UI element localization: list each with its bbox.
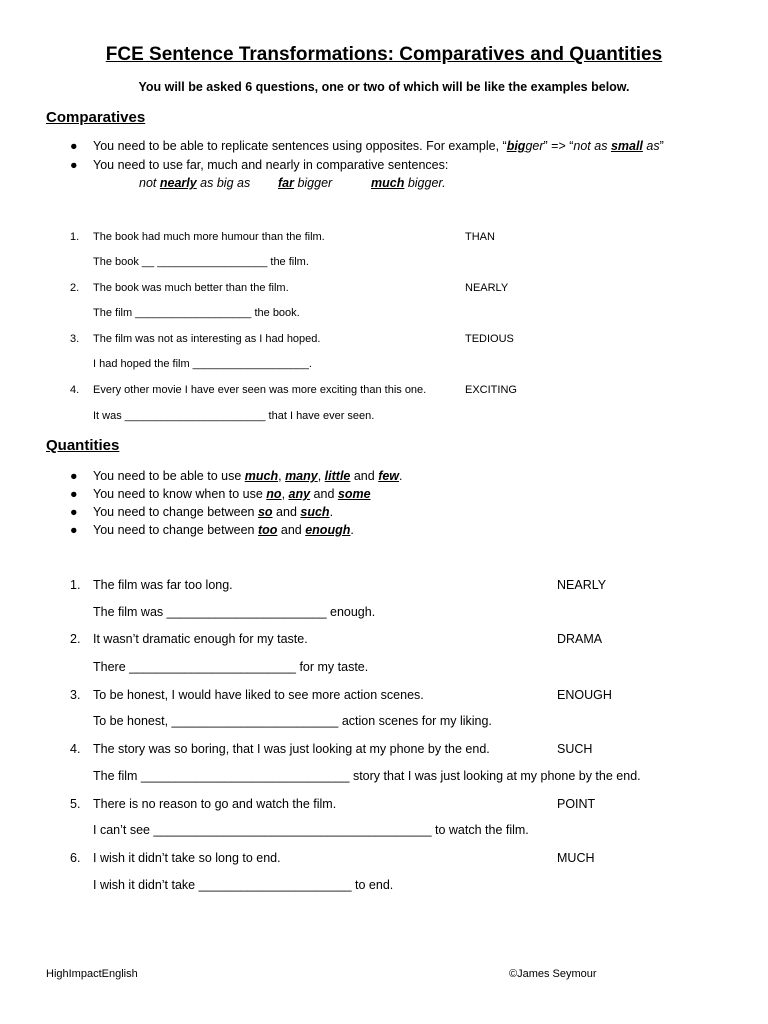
answer-line: I wish it didn’t take ______________________ to end. (93, 878, 394, 892)
question-number: 4. (70, 384, 80, 396)
answer-line: I had hoped the film ___________________. (93, 358, 312, 370)
page-subtitle: You will be asked 6 questions, one or two of which will be like the examples below. (138, 80, 630, 94)
question-sentence: There is no reason to go and watch the film. (93, 797, 337, 811)
answer-line: The film ______________________________ story that I was just looking at my phone by the end. (93, 769, 641, 783)
answer-line: It was _______________________ that I have ever seen. (93, 410, 375, 422)
section-heading-comparatives: Comparatives (46, 109, 146, 126)
question-number: 1. (70, 231, 80, 243)
answer-line: I can’t see ________________________________________ to watch the film. (93, 823, 529, 837)
bullet-icon: ● (70, 158, 78, 172)
quantities-bullet-2: You need to know when to use no, any and some (93, 487, 371, 501)
quantities-bullet-3: You need to change between so and such. (93, 505, 334, 519)
question-keyword: SUCH (557, 742, 593, 756)
question-keyword: NEARLY (465, 282, 509, 294)
footer-left: HighImpactEnglish (46, 968, 138, 980)
question-number: 4. (70, 742, 81, 756)
question-number: 2. (70, 282, 80, 294)
question-sentence: Every other movie I have ever seen was more exciting than this one. (93, 384, 427, 396)
quantities-bullet-1: You need to be able to use much, many, little and few. (93, 469, 403, 483)
question-number: 3. (70, 333, 80, 345)
bullet-icon: ● (70, 523, 78, 537)
question-keyword: ENOUGH (557, 688, 612, 702)
example-nearly: not nearly as big as (139, 176, 251, 190)
question-sentence: The film was far too long. (93, 578, 233, 592)
question-number: 2. (70, 632, 81, 646)
example-far: far bigger (278, 176, 333, 190)
question-sentence: The film was not as interesting as I had hoped. (93, 333, 321, 345)
question-keyword: THAN (465, 231, 495, 243)
question-number: 5. (70, 797, 81, 811)
question-number: 1. (70, 578, 81, 592)
bullet-icon: ● (70, 139, 78, 153)
question-keyword: TEDIOUS (465, 333, 514, 345)
answer-line: The film was _______________________ enough. (93, 605, 376, 619)
bullet-icon: ● (70, 487, 78, 501)
question-keyword: DRAMA (557, 632, 603, 646)
bullet-icon: ● (70, 505, 78, 519)
page-title: FCE Sentence Transformations: Comparatives and Quantities (105, 44, 663, 65)
question-sentence: The story was so boring, that I was just looking at my phone by the end. (93, 742, 490, 756)
answer-line: The book __ __________________ the film. (93, 256, 309, 268)
comparatives-bullet-2: You need to use far, much and nearly in comparative sentences: (93, 158, 449, 172)
answer-line: To be honest, ________________________ action scenes for my liking. (93, 714, 492, 728)
question-sentence: The book was much better than the film. (93, 282, 289, 294)
quantities-bullet-4: You need to change between too and enough. (93, 523, 354, 537)
question-keyword: NEARLY (557, 578, 607, 592)
section-heading-quantities: Quantities (46, 437, 120, 454)
question-keyword: POINT (557, 797, 596, 811)
question-keyword: EXCITING (465, 384, 517, 396)
answer-line: The film ___________________ the book. (93, 307, 300, 319)
comparatives-bullet-1: You need to be able to replicate sentences using opposites. For example, “bigger” => “not as small as” (93, 139, 664, 153)
footer-right: ©James Seymour (509, 968, 597, 980)
answer-line: There ________________________ for my taste. (93, 660, 369, 674)
question-sentence: I wish it didn’t take so long to end. (93, 851, 281, 865)
example-much: much bigger. (371, 176, 446, 190)
question-sentence: To be honest, I would have liked to see more action scenes. (93, 688, 424, 702)
question-sentence: The book had much more humour than the film. (93, 231, 325, 243)
question-sentence: It wasn’t dramatic enough for my taste. (93, 632, 308, 646)
question-keyword: MUCH (557, 851, 595, 865)
question-number: 3. (70, 688, 81, 702)
question-number: 6. (70, 851, 81, 865)
bullet-icon: ● (70, 469, 78, 483)
